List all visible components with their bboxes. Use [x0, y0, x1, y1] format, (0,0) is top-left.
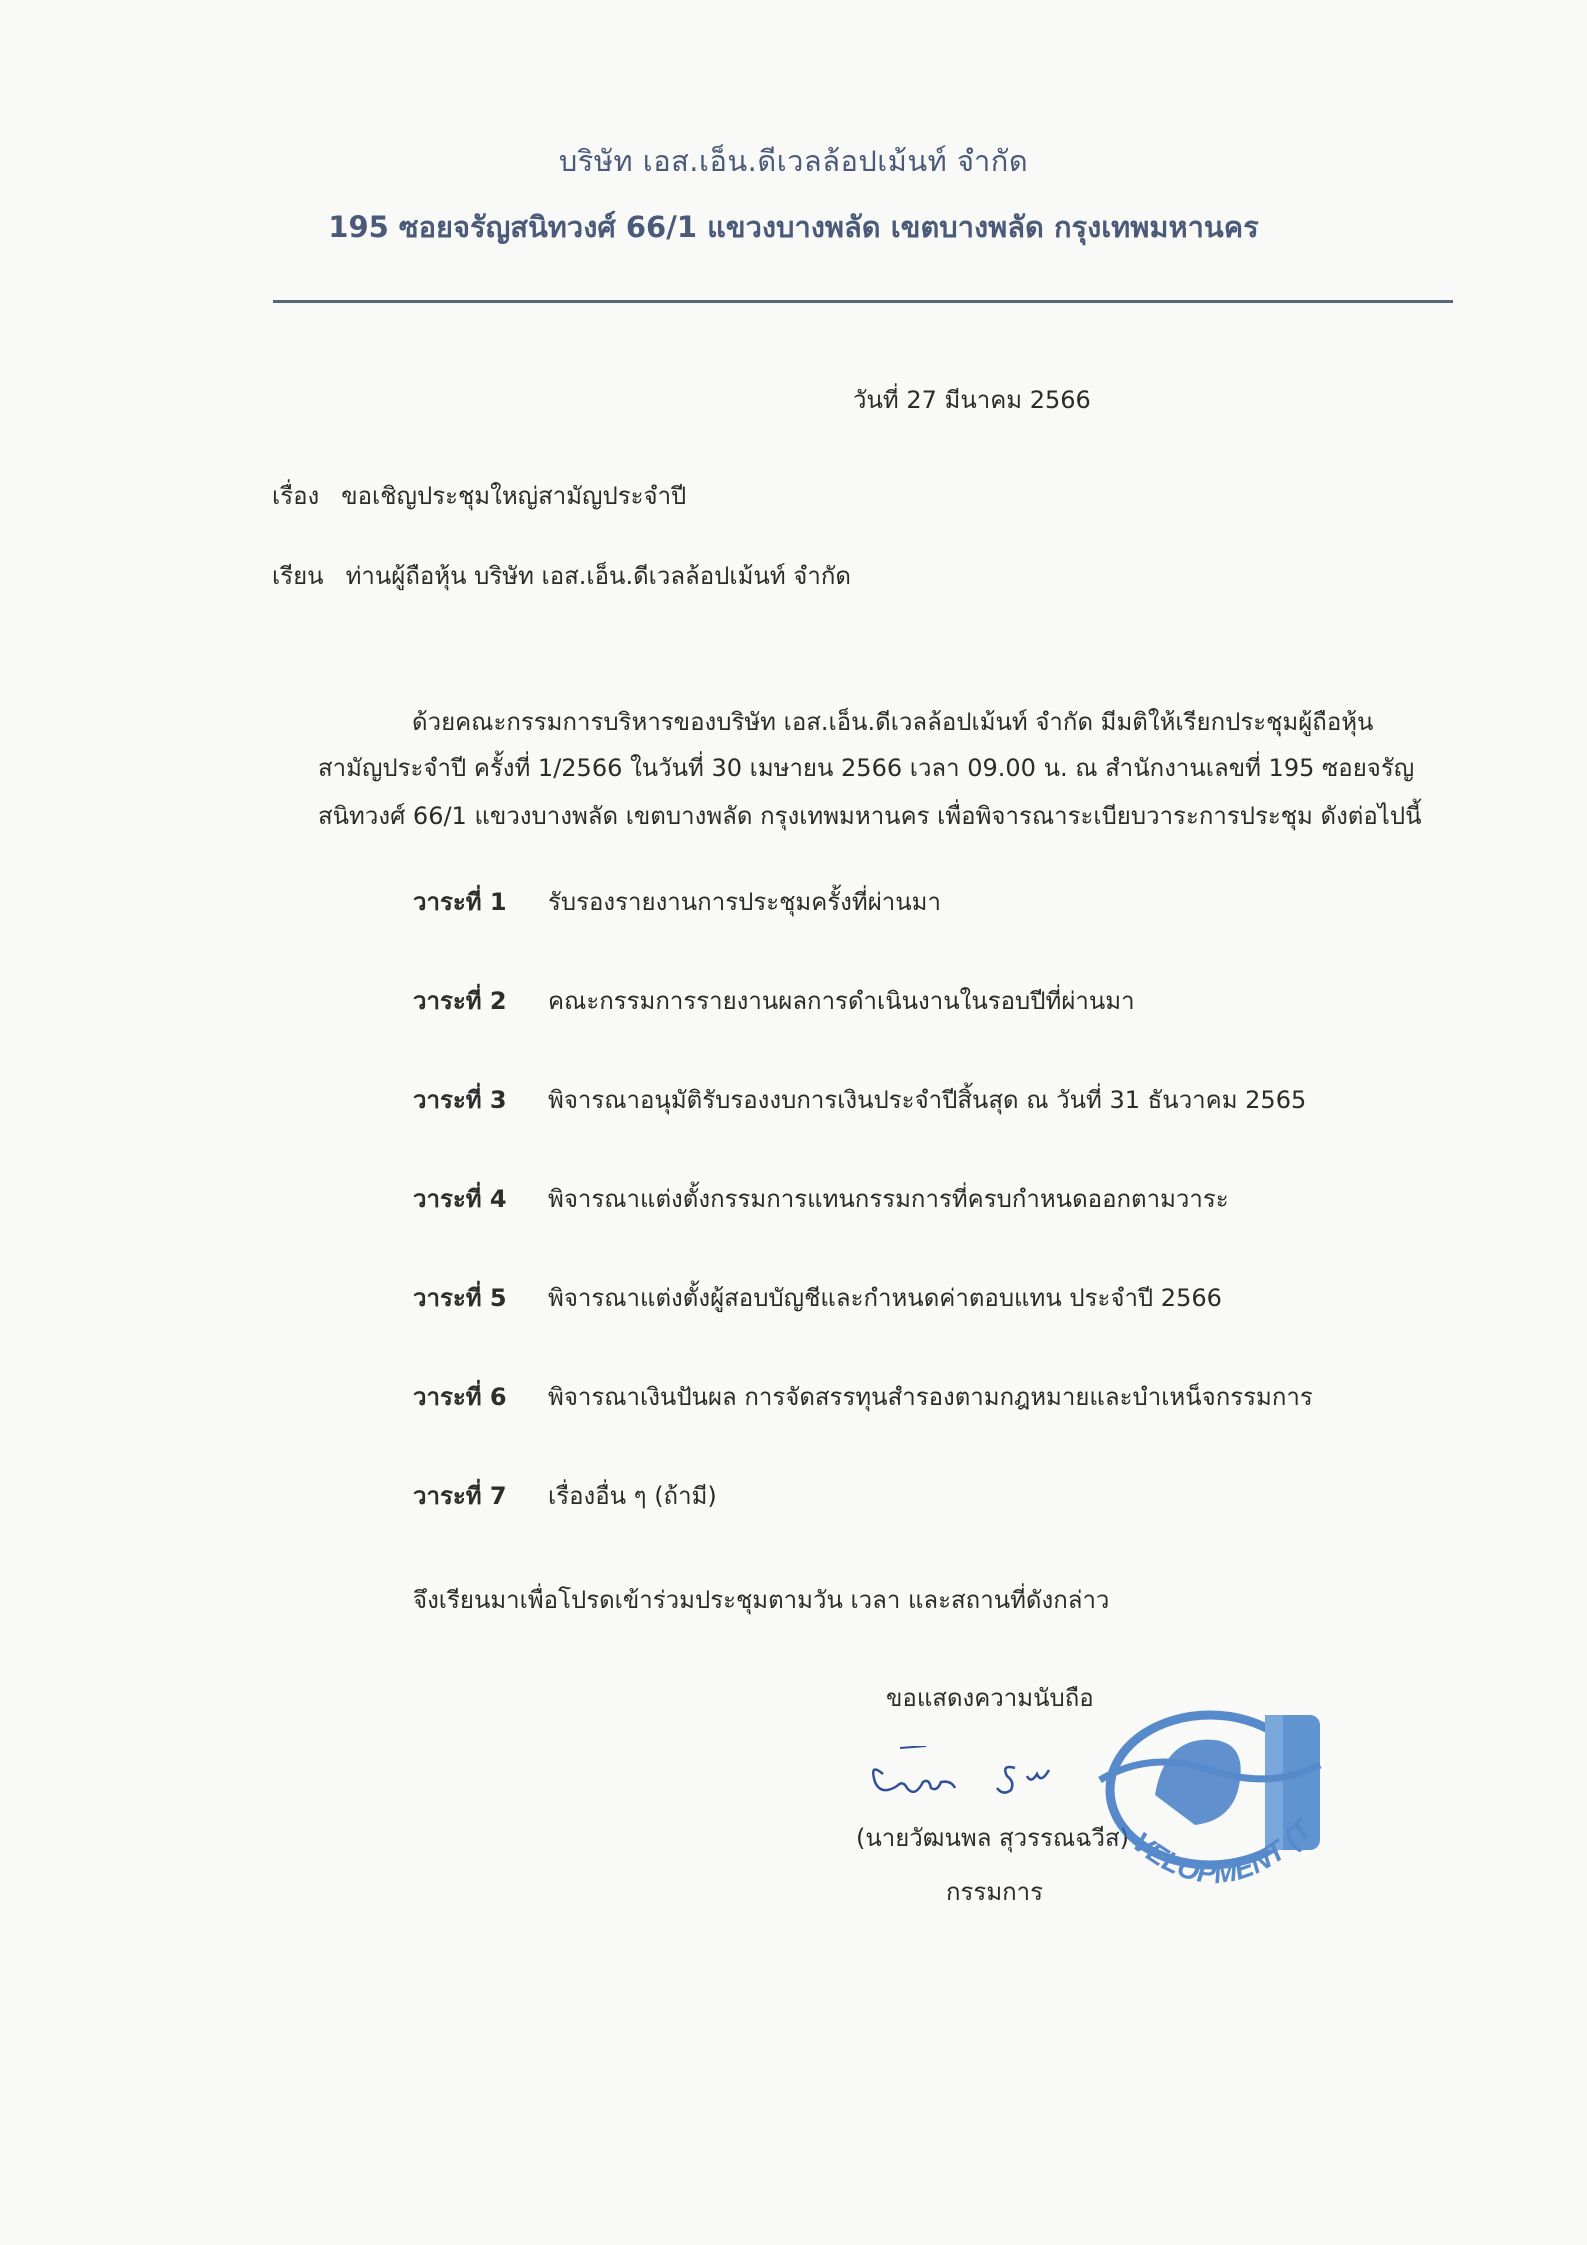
closing-sentence: จึงเรียนมาเพื่อโปรดเข้าร่วมประชุมตามวัน เวลา และสถานที่ดังกล่าว: [413, 1586, 1110, 1614]
company-address: 195 ซอยจรัญสนิทวงศ์ 66/1 แขวงบางพลัด เขตบางพลัด กรุงเทพมหานคร: [328, 210, 1259, 244]
agenda-item-7: [413, 1476, 717, 1515]
agenda-item-1: [413, 882, 941, 921]
regards-text: ขอแสดงความนับถือ: [886, 1684, 1094, 1712]
recipient-text: ท่านผู้ถือหุ้น บริษัท เอส.เอ็น.ดีเวลล้อปเม้นท์ จำกัด: [345, 562, 851, 590]
agenda-item-3: [413, 1080, 1306, 1119]
agenda-number: วาระที่ 2: [413, 987, 507, 1015]
company-name: บริษัท เอส.เอ็น.ดีเวลล้อปเม้นท์ จำกัด: [558, 144, 1029, 178]
agenda-text: พิจารณาแต่งตั้งผู้สอบบัญชีและกำหนดค่าตอบแทน ประจำปี 2566: [548, 1284, 1222, 1312]
recipient-label: เรียน: [272, 562, 324, 590]
company-stamp: [1060, 1695, 1370, 1930]
agenda-text: เรื่องอื่น ๆ (ถ้ามี): [548, 1482, 717, 1510]
agenda-item-6: [413, 1377, 1313, 1416]
body-line-3: สนิทวงศ์ 66/1 แขวงบางพลัด เขตบางพลัด กรุงเทพมหานคร เพื่อพิจารณาระเบียบวาระการประชุม ดังต่อไปนี้: [318, 802, 1422, 830]
letter-date: วันที่ 27 มีนาคม 2566: [853, 386, 1091, 414]
agenda-text: คณะกรรมการรายงานผลการดำเนินงานในรอบปีที่ผ่านมา: [548, 987, 1135, 1015]
agenda-text: พิจารณาเงินปันผล การจัดสรรทุนสำรองตามกฎหมายและบำเหน็จกรรมการ: [548, 1383, 1313, 1411]
agenda-number: วาระที่ 4: [413, 1185, 507, 1213]
agenda-item-4: [413, 1179, 1229, 1218]
agenda-text: รับรองรายงานการประชุมครั้งที่ผ่านมา: [548, 888, 941, 916]
agenda-number: วาระที่ 1: [413, 888, 507, 916]
svg-text:VELOPMENT (T: [1126, 1812, 1319, 1889]
agenda-number: วาระที่ 6: [413, 1383, 507, 1411]
agenda-number: วาระที่ 7: [413, 1482, 507, 1510]
signatory-position: กรรมการ: [946, 1878, 1044, 1906]
agenda-item-5: [413, 1278, 1222, 1317]
agenda-text: พิจารณาแต่งตั้งกรรมการแทนกรรมการที่ครบกำหนดออกตามวาระ: [548, 1185, 1229, 1213]
subject-line: [272, 476, 686, 515]
header-divider: [273, 300, 1453, 303]
recipient-line: [272, 556, 851, 595]
subject-label: เรื่อง: [272, 482, 320, 510]
agenda-text: พิจารณาอนุมัติรับรองงบการเงินประจำปีสิ้นสุด ณ วันที่ 31 ธันวาคม 2565: [548, 1086, 1307, 1114]
body-line-1: ด้วยคณะกรรมการบริหารของบริษัท เอส.เอ็น.ดีเวลล้อปเม้นท์ จำกัด มีมติให้เรียกประชุมผู้ถือหุ้น: [412, 708, 1374, 736]
signatory-name: (นายวัฒนพล สุวรรณฉวีส): [856, 1824, 1130, 1852]
body-line-2: สามัญประจำปี ครั้งที่ 1/2566 ในวันที่ 30 เมษายน 2566 เวลา 09.00 น. ณ สำนักงานเลขที่ 195 ซอยจรัญ: [318, 754, 1415, 782]
agenda-number: วาระที่ 5: [413, 1284, 507, 1312]
stamp-text: VELOPMENT (T: [1126, 1814, 1318, 1890]
agenda-number: วาระที่ 3: [413, 1086, 507, 1114]
agenda-item-2: [413, 981, 1135, 1020]
subject-text: ขอเชิญประชุมใหญ่สามัญประจำปี: [341, 482, 687, 510]
